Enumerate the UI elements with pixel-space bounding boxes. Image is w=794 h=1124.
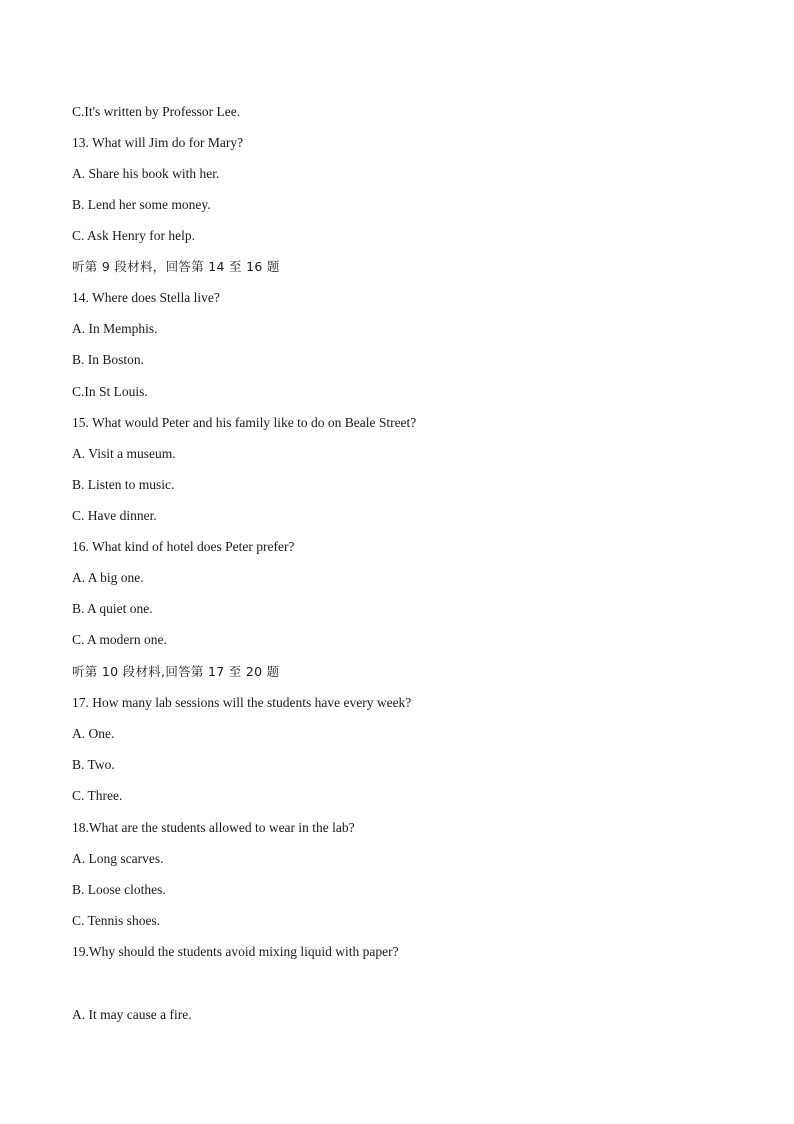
question-19: 19.Why should the students avoid mixing liquid with paper?	[72, 944, 399, 959]
option-16a: A. A big one.	[72, 570, 144, 585]
section-heading-material-9: 听第 9 段材料，回答第 14 至 16 题	[72, 259, 280, 274]
option-16b: B. A quiet one.	[72, 601, 153, 616]
option-17a: A. One.	[72, 726, 115, 741]
option-13c: C. Ask Henry for help.	[72, 228, 195, 243]
option-18b: B. Loose clothes.	[72, 882, 166, 897]
section-heading-material-10: 听第 10 段材料,回答第 17 至 20 题	[72, 664, 280, 679]
option-15b: B. Listen to music.	[72, 477, 175, 492]
option-19a: A. It may cause a fire.	[72, 1007, 192, 1022]
option-17c: C. Three.	[72, 788, 123, 803]
option-15c: C. Have dinner.	[72, 508, 157, 523]
question-17: 17. How many lab sessions will the students have every week?	[72, 695, 412, 710]
question-13: 13. What will Jim do for Mary?	[72, 135, 244, 150]
question-15: 15. What would Peter and his family like to do on Beale Street?	[72, 415, 417, 430]
option-15a: A. Visit a museum.	[72, 446, 176, 461]
option-13b: B. Lend her some money.	[72, 197, 211, 212]
question-14: 14. Where does Stella live?	[72, 290, 220, 305]
option-16c: C. A modern one.	[72, 632, 167, 647]
option-13a: A. Share his book with her.	[72, 166, 220, 181]
question-16: 16. What kind of hotel does Peter prefer?	[72, 539, 295, 554]
option-18a: A. Long scarves.	[72, 851, 164, 866]
question-18: 18.What are the students allowed to wear in the lab?	[72, 820, 355, 835]
option-12c: C.It's written by Professor Lee.	[72, 104, 241, 119]
option-18c: C. Tennis shoes.	[72, 913, 161, 928]
option-14b: B. In Boston.	[72, 352, 145, 367]
option-14a: A. In Memphis.	[72, 321, 158, 336]
option-17b: B. Two.	[72, 757, 115, 772]
option-14c: C.In St Louis.	[72, 384, 148, 399]
